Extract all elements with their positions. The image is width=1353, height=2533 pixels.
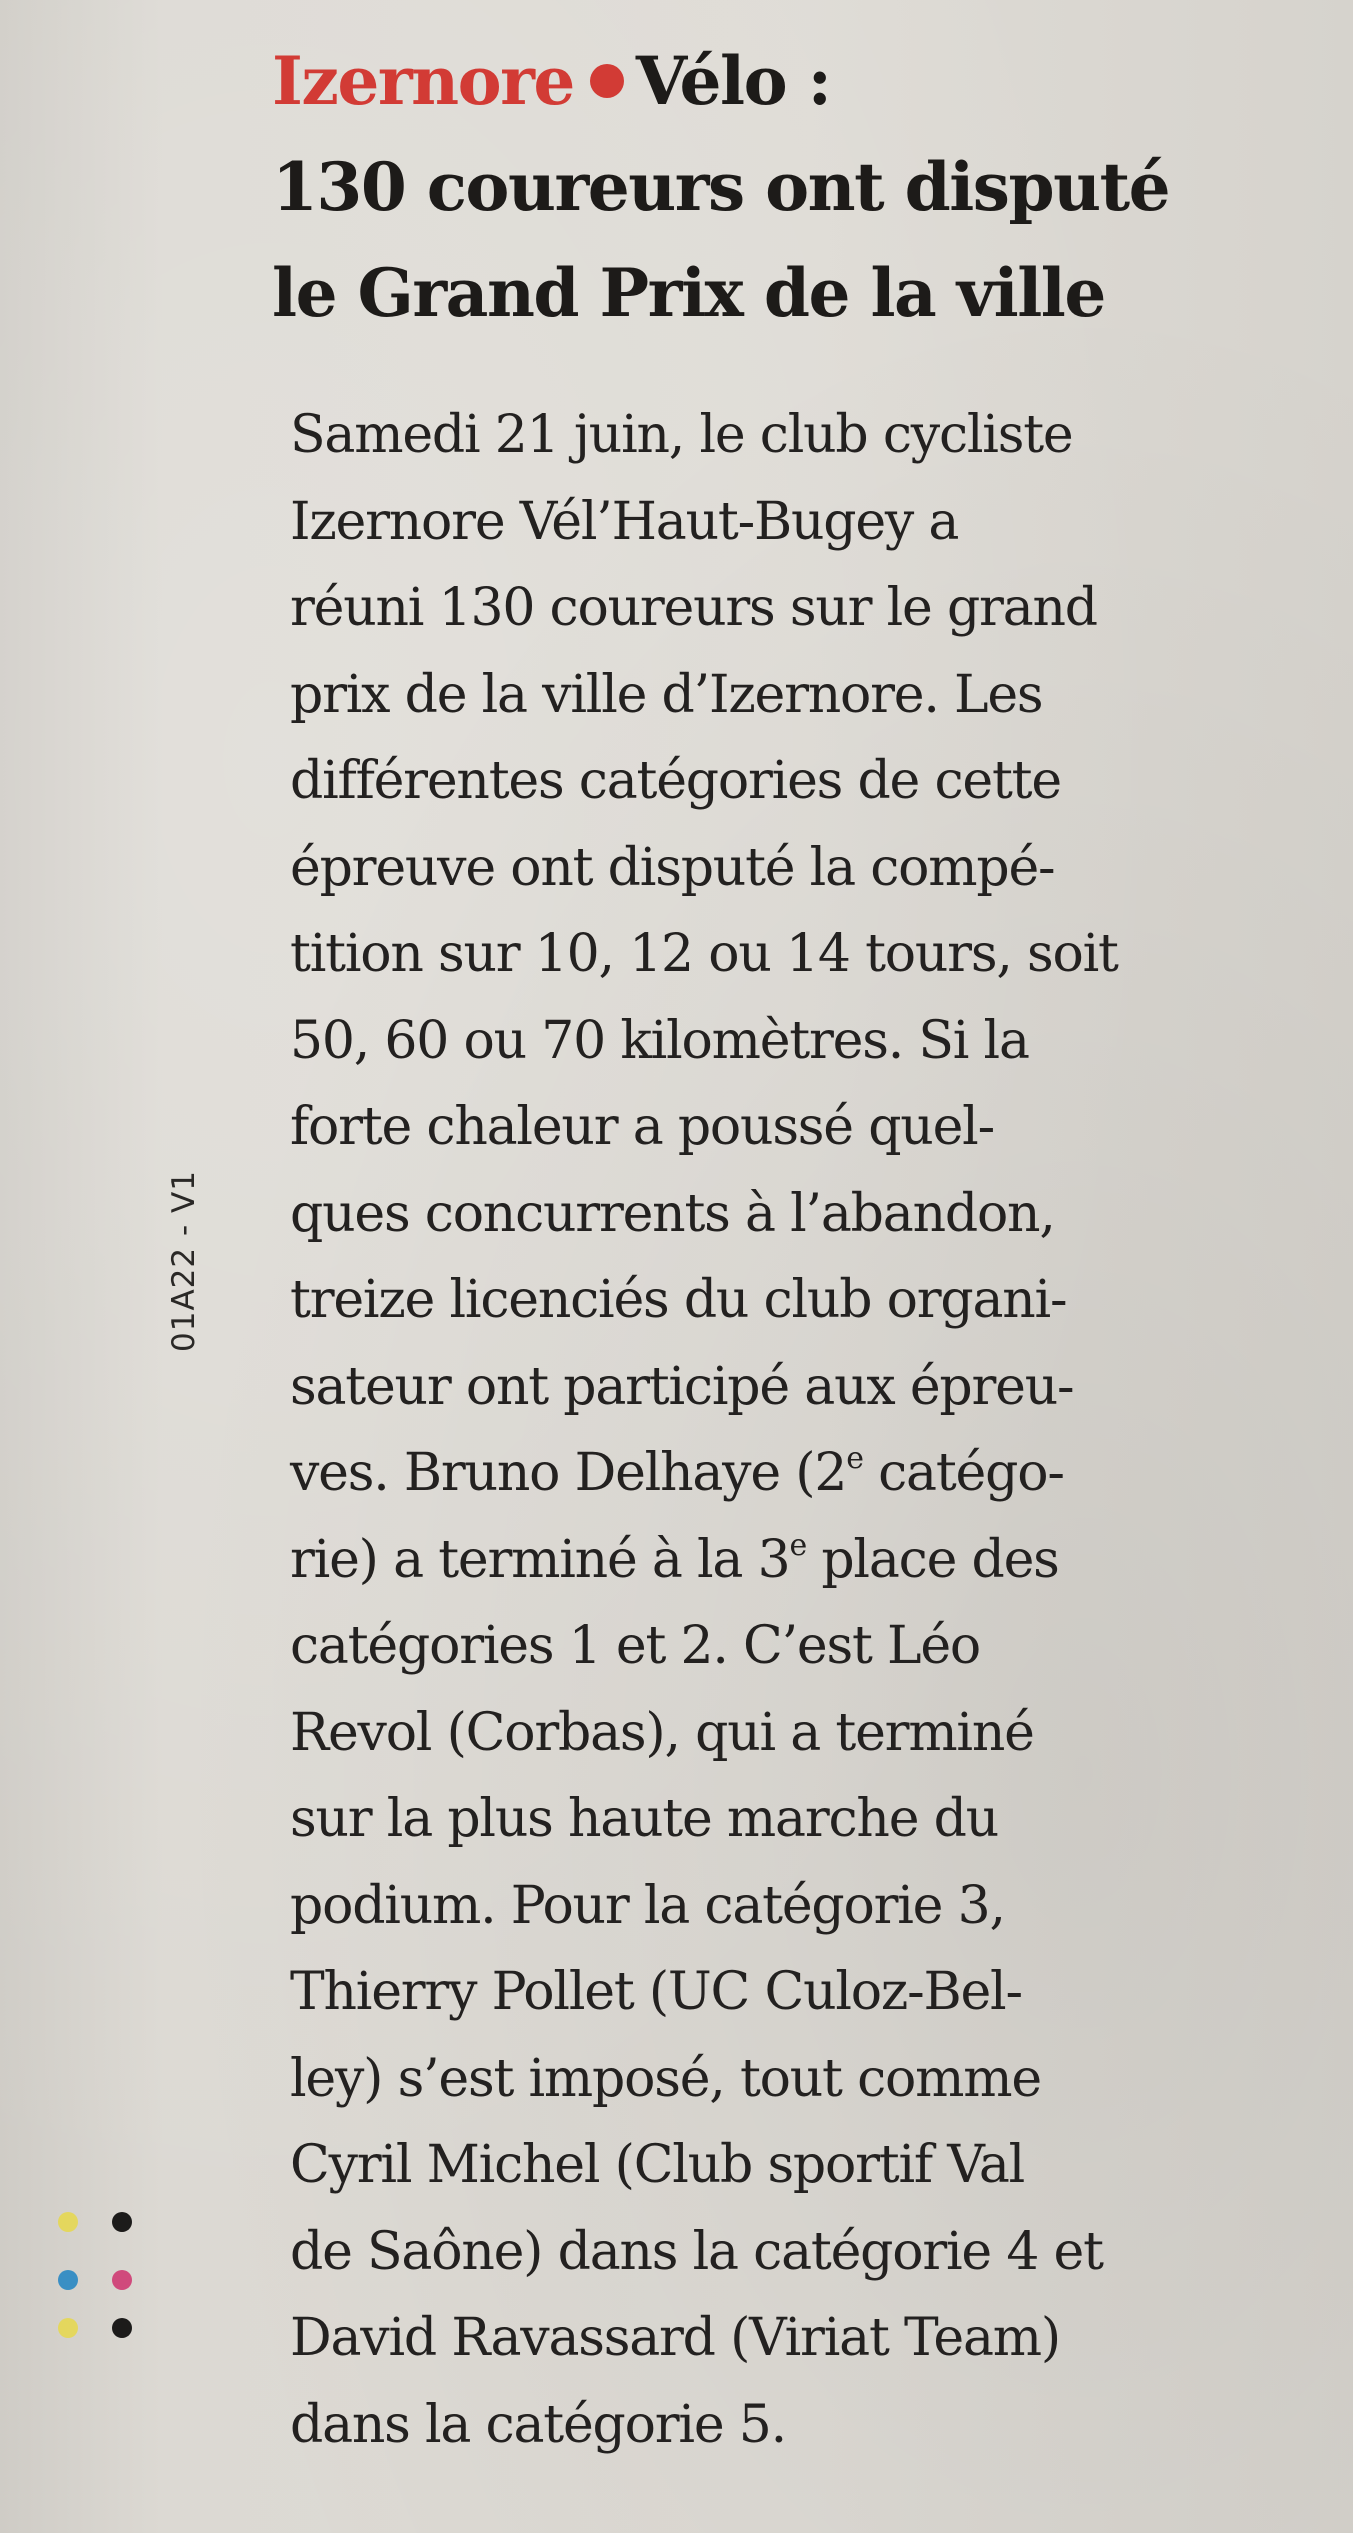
body-line: forte chaleur a poussé quel- xyxy=(290,1097,994,1157)
body-line: différentes catégories de cette xyxy=(290,751,1061,811)
kicker-dot-icon xyxy=(590,64,624,98)
headline-kicker-line xyxy=(272,28,1332,134)
body-line: épreuve ont disputé la compé- xyxy=(290,837,1055,898)
headline-line: le Grand Prix de la ville xyxy=(272,254,1105,332)
body-line: podium. Pour la catégorie 3, xyxy=(290,1875,1005,1936)
body-line-text: catégo- xyxy=(862,1443,1064,1503)
body-line: Revol (Corbas), qui a terminé xyxy=(290,1702,1034,1763)
body-line: sateur ont participé aux épreu- xyxy=(290,1356,1074,1417)
body-line xyxy=(290,1430,1335,1517)
body-line-text: rie) a terminé à la 3 xyxy=(290,1529,790,1590)
body-line-text: place des xyxy=(806,1529,1059,1590)
headline-topic: Vélo : xyxy=(635,42,831,120)
body-line: treize licenciés du club organi- xyxy=(290,1270,1067,1330)
body-line: catégories 1 et 2. C’est Léo xyxy=(290,1616,981,1676)
body-line: réuni 130 coureurs sur le grand xyxy=(290,578,1097,638)
body-line xyxy=(290,1517,1335,1604)
body-line: David Ravassard (Viriat Team) xyxy=(290,2308,1060,2368)
body-line: sur la plus haute marche du xyxy=(290,1789,998,1849)
article-headline xyxy=(272,28,1332,346)
headline-line: 130 coureurs ont disputé xyxy=(272,148,1170,226)
registration-dot-yellow-icon xyxy=(58,2212,78,2232)
body-line: Cyril Michel (Club sportif Val xyxy=(290,2135,1025,2195)
body-line: Thierry Pollet (UC Culoz-Bel- xyxy=(290,1962,1022,2022)
body-line: Samedi 21 juin, le club cycliste xyxy=(290,405,1073,465)
body-line: de Saône) dans la catégorie 4 et xyxy=(290,2221,1103,2282)
ordinal-superscript: e xyxy=(846,1441,863,1476)
registration-dot-magenta-icon xyxy=(112,2270,132,2290)
body-line: 50, 60 ou 70 kilomètres. Si la xyxy=(290,1010,1029,1071)
edition-code: 01A22 - V1 xyxy=(166,1170,202,1352)
body-line: Izernore Vél’Haut-Bugey a xyxy=(290,491,959,552)
body-line: ley) s’est imposé, tout comme xyxy=(290,2048,1041,2109)
article-body xyxy=(290,392,1335,2468)
body-line: dans la catégorie 5. xyxy=(290,2394,786,2455)
ordinal-superscript: e xyxy=(789,1527,807,1563)
body-line: prix de la ville d’Izernore. Les xyxy=(290,664,1043,725)
registration-dot-black-icon xyxy=(112,2212,132,2232)
body-line: tition sur 10, 12 ou 14 tours, soit xyxy=(290,924,1118,984)
body-line: ques concurrents à l’abandon, xyxy=(290,1183,1055,1244)
registration-dot-yellow-icon xyxy=(58,2318,78,2338)
body-line-text: ves. Bruno Delhaye (2 xyxy=(290,1443,847,1503)
registration-dot-cyan-icon xyxy=(58,2270,78,2290)
registration-dot-black-icon xyxy=(112,2318,132,2338)
headline-place: Izernore xyxy=(272,42,574,120)
